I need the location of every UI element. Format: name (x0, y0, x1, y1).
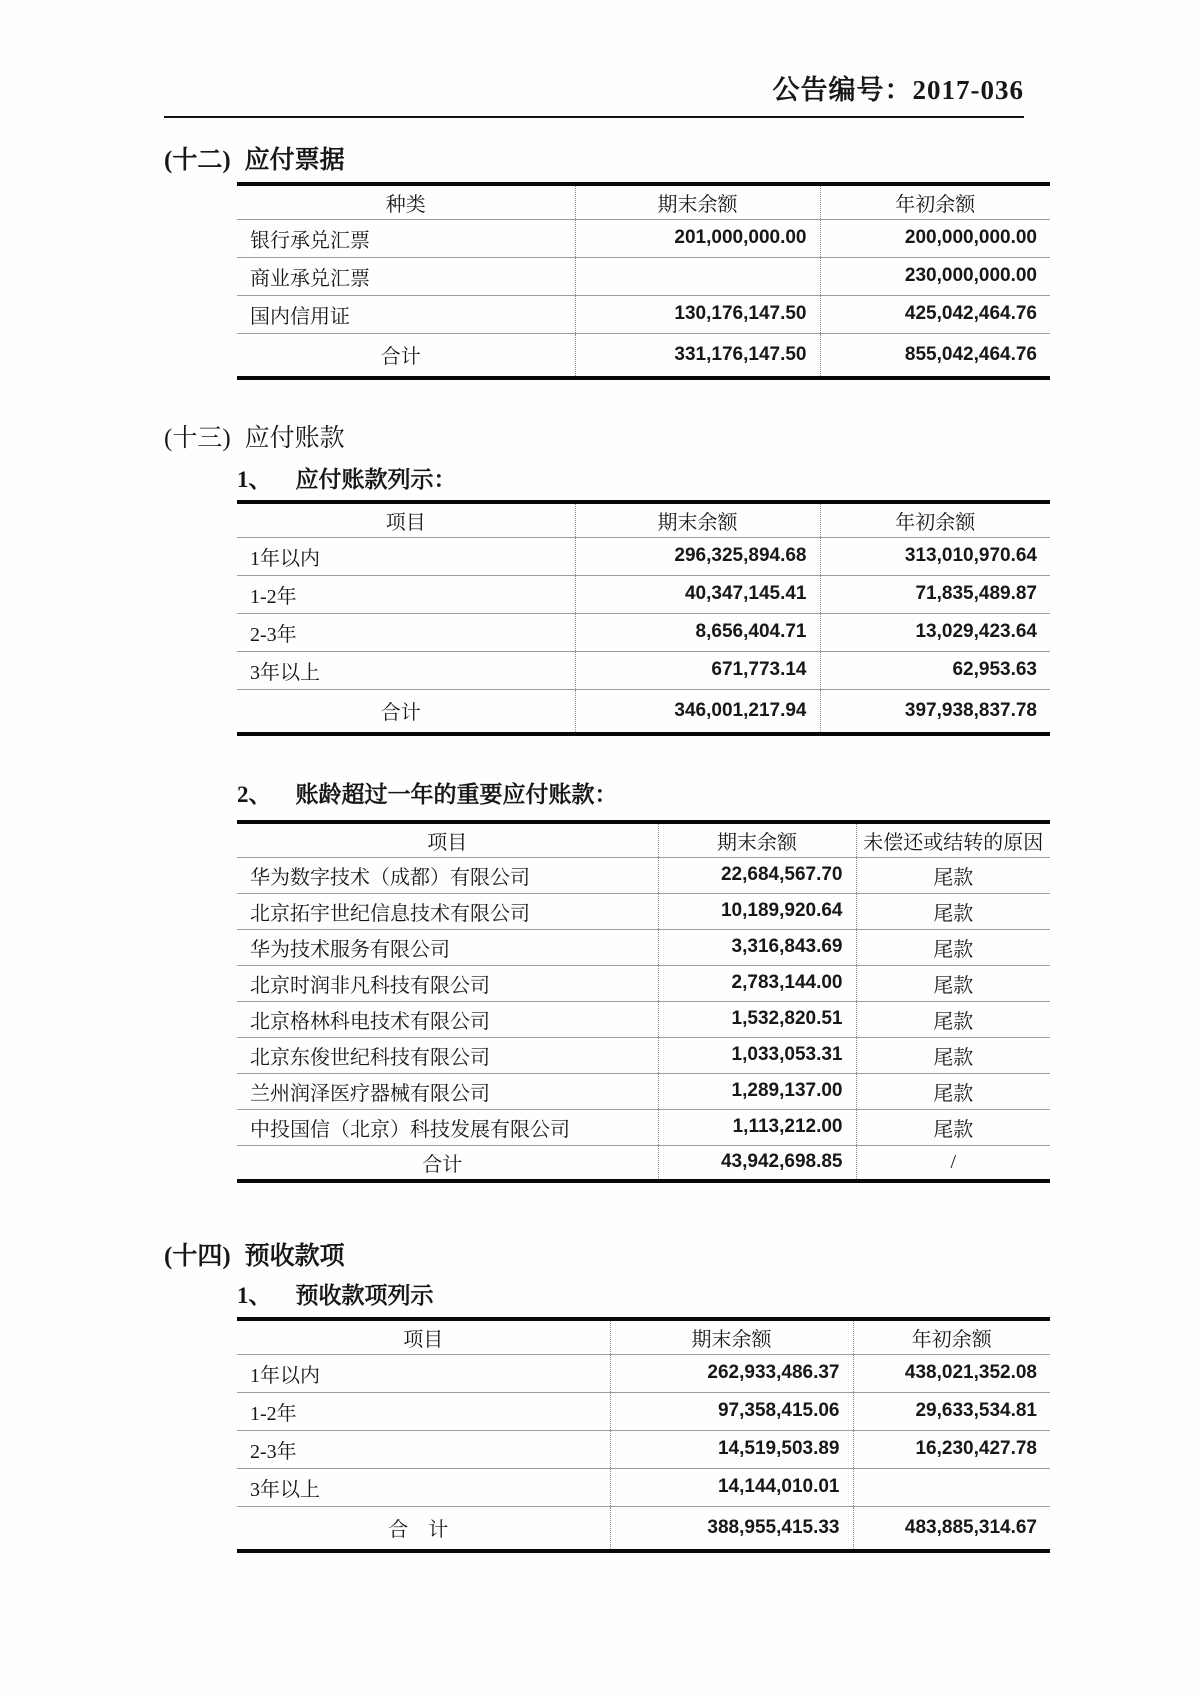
col-header-item: 项目 (237, 822, 658, 857)
cell-company: 北京格林科电技术有限公司 (237, 1001, 658, 1037)
cell-ending-balance: 22,684,567.70 (658, 857, 856, 893)
section-label: 预收款项 (244, 1243, 345, 1270)
table-row (237, 1109, 1050, 1145)
cell-company: 华为技术服务有限公司 (237, 929, 658, 965)
table-row (237, 575, 1050, 613)
table-row (237, 651, 1050, 689)
table-header-row (237, 184, 1050, 219)
cell-beginning-balance: 62,953.63 (820, 651, 1050, 689)
cell-ending-balance: 262,933,486.37 (610, 1354, 853, 1392)
cell-ending-balance: 8,656,404.71 (575, 613, 820, 651)
cell-ending-balance: 130,176,147.50 (575, 295, 820, 333)
cell-ending-balance: 97,358,415.06 (610, 1392, 853, 1430)
cell-beginning-balance: 71,835,489.87 (820, 575, 1050, 613)
cell-beginning-balance: 438,021,352.08 (853, 1354, 1050, 1392)
col-header-ending-balance: 期末余额 (610, 1319, 853, 1354)
cell-aging: 2-3年 (237, 1430, 610, 1468)
section-index: (十二) (164, 147, 231, 174)
advances-received-table (237, 1317, 1050, 1553)
table-header-row (237, 502, 1050, 537)
announcement-number: 公告编号：2017-036 (772, 75, 1024, 105)
cell-aging: 1-2年 (237, 575, 575, 613)
cell-beginning-balance: 13,029,423.64 (820, 613, 1050, 651)
cell-aging: 1年以内 (237, 537, 575, 575)
cell-company: 北京拓宇世纪信息技术有限公司 (237, 893, 658, 929)
table-row (237, 1001, 1050, 1037)
cell-ending-balance: 14,519,503.89 (610, 1430, 853, 1468)
cell-reason: 尾款 (856, 857, 1050, 893)
cell-aging: 3年以上 (237, 651, 575, 689)
cell-company: 中投国信（北京）科技发展有限公司 (237, 1109, 658, 1145)
cell-type: 国内信用证 (237, 295, 575, 333)
col-header-item: 项目 (237, 502, 575, 537)
section-title-advances-received (164, 1242, 345, 1272)
cell-total-beginning: 483,885,314.67 (853, 1506, 1050, 1551)
table-row (237, 893, 1050, 929)
table-row (237, 1430, 1050, 1468)
cell-ending-balance: 1,289,137.00 (658, 1073, 856, 1109)
cell-reason: 尾款 (856, 1037, 1050, 1073)
table-row (237, 257, 1050, 295)
table-total-row (237, 1145, 1050, 1181)
table-row (237, 1354, 1050, 1392)
col-header-beginning-balance: 年初余额 (820, 184, 1050, 219)
cell-reason: 尾款 (856, 893, 1050, 929)
col-header-unpaid-reason: 未偿还或结转的原因 (856, 822, 1050, 857)
cell-total-ending: 346,001,217.94 (575, 689, 820, 734)
col-header-beginning-balance: 年初余额 (853, 1319, 1050, 1354)
table-row (237, 537, 1050, 575)
section-index: (十四) (164, 1243, 231, 1270)
major-accounts-payable-table (237, 820, 1050, 1183)
table-total-row (237, 333, 1050, 378)
cell-ending-balance: 1,532,820.51 (658, 1001, 856, 1037)
cell-total-ending: 43,942,698.85 (658, 1145, 856, 1181)
cell-ending-balance: 3,316,843.69 (658, 929, 856, 965)
doc-header (164, 68, 1024, 118)
cell-ending-balance: 40,347,145.41 (575, 575, 820, 613)
subsection-title-ap-list (237, 466, 457, 494)
table-row (237, 965, 1050, 1001)
cell-company: 北京时润非凡科技有限公司 (237, 965, 658, 1001)
cell-beginning-balance: 29,633,534.81 (853, 1392, 1050, 1430)
notes-payable-table (237, 182, 1050, 380)
cell-company: 兰州润泽医疗器械有限公司 (237, 1073, 658, 1109)
cell-reason: 尾款 (856, 929, 1050, 965)
cell-ending-balance: 296,325,894.68 (575, 537, 820, 575)
cell-type: 商业承兑汇票 (237, 257, 575, 295)
cell-total-beginning: 397,938,837.78 (820, 689, 1050, 734)
cell-beginning-balance (853, 1468, 1050, 1506)
subsection-label: 账龄超过一年的重要应付账款： (295, 782, 618, 807)
table-row (237, 857, 1050, 893)
col-header-beginning-balance: 年初余额 (820, 502, 1050, 537)
col-header-type: 种类 (237, 184, 575, 219)
cell-ending-balance: 1,113,212.00 (658, 1109, 856, 1145)
cell-beginning-balance: 425,042,464.76 (820, 295, 1050, 333)
table-total-row (237, 1506, 1050, 1551)
table-total-row (237, 689, 1050, 734)
subsection-title-ap-major (237, 781, 618, 809)
cell-total-ending: 331,176,147.50 (575, 333, 820, 378)
table-row (237, 295, 1050, 333)
cell-ending-balance: 2,783,144.00 (658, 965, 856, 1001)
section-label: 应付账款 (244, 425, 345, 452)
table-row (237, 1392, 1050, 1430)
cell-reason: 尾款 (856, 1001, 1050, 1037)
cell-aging: 3年以上 (237, 1468, 610, 1506)
cell-reason: 尾款 (856, 965, 1050, 1001)
subsection-label: 预收款项列示 (295, 1283, 434, 1308)
cell-total-label: 合计 (380, 702, 421, 725)
col-header-ending-balance: 期末余额 (575, 184, 820, 219)
table-row (237, 1073, 1050, 1109)
table-row (237, 613, 1050, 651)
table-header-row (237, 822, 1050, 857)
subsection-title-adv-list (237, 1282, 434, 1310)
cell-total-beginning: 855,042,464.76 (820, 333, 1050, 378)
subsection-index: 1、 (237, 1283, 272, 1308)
cell-total-label: 合计 (380, 346, 421, 369)
cell-reason: 尾款 (856, 1109, 1050, 1145)
cell-total-ending: 388,955,415.33 (610, 1506, 853, 1551)
cell-total-label: 合 计 (388, 1519, 449, 1542)
cell-company: 北京东俊世纪科技有限公司 (237, 1037, 658, 1073)
cell-aging: 1-2年 (237, 1392, 610, 1430)
table-row (237, 1037, 1050, 1073)
section-label: 应付票据 (244, 147, 345, 174)
col-header-item: 项目 (237, 1319, 610, 1354)
cell-ending-balance: 14,144,010.01 (610, 1468, 853, 1506)
cell-company: 华为数字技术（成都）有限公司 (237, 857, 658, 893)
col-header-ending-balance: 期末余额 (658, 822, 856, 857)
cell-beginning-balance: 313,010,970.64 (820, 537, 1050, 575)
cell-ending-balance: 1,033,053.31 (658, 1037, 856, 1073)
section-index: (十三) (164, 425, 231, 452)
section-title-accounts-payable (164, 424, 345, 454)
accounts-payable-aging-table (237, 500, 1050, 736)
cell-total-label: 合计 (422, 1153, 463, 1176)
table-row (237, 1468, 1050, 1506)
cell-aging: 2-3年 (237, 613, 575, 651)
subsection-label: 应付账款列示： (295, 467, 457, 492)
subsection-index: 1、 (237, 467, 272, 492)
cell-ending-balance: 671,773.14 (575, 651, 820, 689)
cell-ending-balance: 10,189,920.64 (658, 893, 856, 929)
table-row (237, 929, 1050, 965)
col-header-ending-balance: 期末余额 (575, 502, 820, 537)
cell-ending-balance: 201,000,000.00 (575, 219, 820, 257)
cell-aging: 1年以内 (237, 1354, 610, 1392)
cell-beginning-balance: 230,000,000.00 (820, 257, 1050, 295)
section-title-notes-payable (164, 146, 345, 176)
cell-type: 银行承兑汇票 (237, 219, 575, 257)
cell-ending-balance (575, 257, 820, 295)
cell-beginning-balance: 16,230,427.78 (853, 1430, 1050, 1468)
table-row (237, 219, 1050, 257)
subsection-index: 2、 (237, 782, 272, 807)
cell-reason: 尾款 (856, 1073, 1050, 1109)
cell-beginning-balance: 200,000,000.00 (820, 219, 1050, 257)
table-header-row (237, 1319, 1050, 1354)
cell-total-reason: / (856, 1145, 1050, 1181)
